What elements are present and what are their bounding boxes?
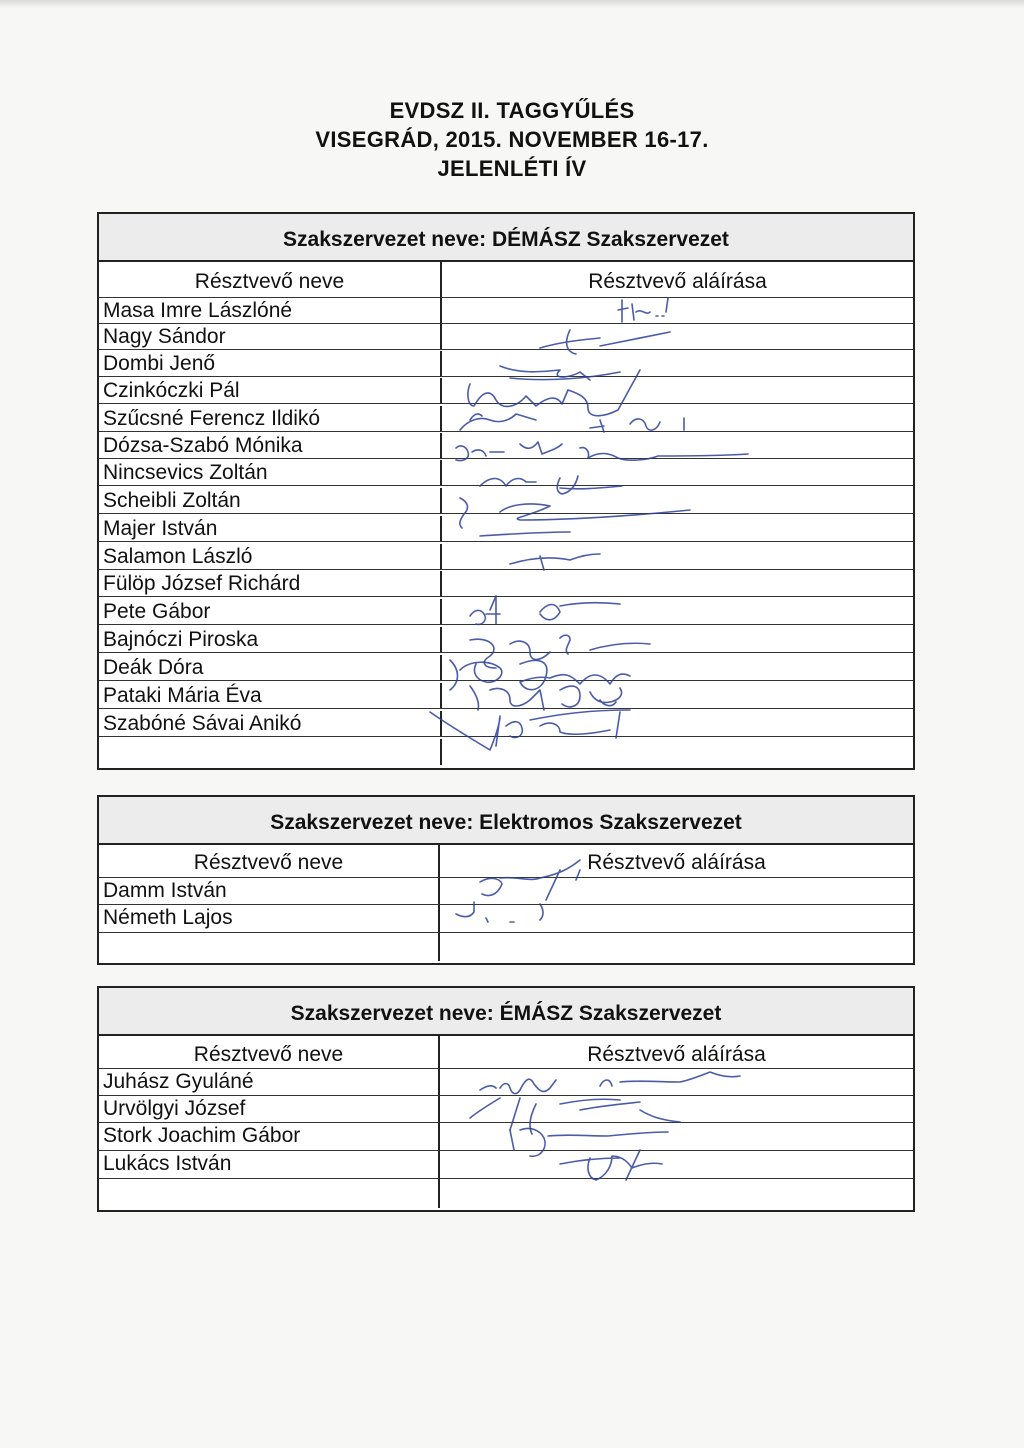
participant-name: Czinkóczki Pál — [99, 378, 442, 403]
table-row — [99, 1069, 913, 1096]
column-header-signature: Résztvevő aláírása — [588, 270, 767, 293]
column-header-row — [99, 262, 913, 298]
table-row — [99, 933, 913, 961]
section-elektromos — [97, 795, 915, 965]
signature-cell — [442, 298, 913, 323]
signature-cell — [442, 571, 913, 596]
participant-name: Damm István — [99, 878, 440, 904]
participant-name: Németh Lajos — [99, 905, 440, 932]
table-row — [99, 516, 913, 542]
participant-name: Nincsevics Zoltán — [99, 460, 442, 485]
table-row — [99, 571, 913, 597]
signature-cell — [442, 406, 913, 431]
table-row — [99, 683, 913, 709]
signature-cell — [440, 933, 913, 961]
table-row — [99, 406, 913, 432]
table-row — [99, 1179, 913, 1208]
participant-name — [99, 1179, 440, 1208]
participant-name: Deák Dóra — [99, 655, 442, 680]
signature-cell — [442, 544, 913, 569]
signature-cell — [440, 905, 913, 932]
signature-cell — [442, 516, 913, 541]
participant-name: Nagy Sándor — [99, 324, 442, 349]
column-header-name: Résztvevő neve — [99, 1036, 440, 1068]
participant-name: Pete Gábor — [99, 599, 442, 624]
table-row — [99, 378, 913, 404]
column-header-row — [99, 1036, 913, 1069]
table-row — [99, 1151, 913, 1179]
section-title: Szakszervezet neve: ÉMÁSZ Szakszervezet — [99, 988, 913, 1036]
signature-cell — [442, 683, 913, 708]
participant-name: Dózsa-Szabó Mónika — [99, 433, 442, 458]
participant-name: Stork Joachim Gábor — [99, 1123, 440, 1150]
participant-name: Urvölgyi József — [99, 1096, 440, 1122]
table-row — [99, 878, 913, 905]
section-title: Szakszervezet neve: Elektromos Szakszervezet — [99, 797, 913, 845]
document-subtitle: VISEGRÁD, 2015. NOVEMBER 16-17. — [315, 127, 709, 152]
signature-cell — [442, 599, 913, 624]
signature-cell — [442, 433, 913, 458]
table-row — [99, 488, 913, 514]
participant-name — [99, 739, 442, 765]
column-header-row — [99, 845, 913, 878]
table-row — [99, 460, 913, 486]
table-row — [99, 655, 913, 681]
signature-cell — [440, 1069, 913, 1095]
table-row — [99, 627, 913, 653]
table-row — [99, 298, 913, 324]
document-heading: JELENLÉTI ÍV — [437, 156, 587, 181]
participant-name: Szabóné Sávai Anikó — [99, 711, 442, 736]
signature-cell — [442, 460, 913, 485]
participant-name: Fülöp József Richárd — [99, 571, 442, 596]
table-row — [99, 324, 913, 350]
column-header-name: Résztvevő neve — [99, 845, 440, 877]
participant-name: Bajnóczi Piroska — [99, 627, 442, 652]
signature-cell — [442, 739, 913, 765]
scan-edge — [0, 0, 1024, 8]
section-title: Szakszervezet neve: DÉMÁSZ Szakszervezet — [99, 214, 913, 262]
participant-name: Salamon László — [99, 544, 442, 569]
signature-cell — [440, 1179, 913, 1208]
participant-name — [99, 933, 440, 961]
participant-name: Scheibli Zoltán — [99, 488, 442, 513]
signature-cell — [440, 1096, 913, 1122]
participant-name: Masa Imre Lászlóné — [99, 298, 442, 323]
signature-cell — [442, 627, 913, 652]
participant-name: Dombi Jenő — [99, 351, 442, 376]
signature-cell — [442, 351, 913, 376]
participant-name: Szűcsné Ferencz Ildikó — [99, 406, 442, 431]
signature-cell — [440, 1151, 913, 1178]
table-row — [99, 739, 913, 765]
document-title: EVDSZ II. TAGGYŰLÉS — [389, 98, 635, 123]
section-emasz — [97, 986, 915, 1212]
participant-name: Lukács István — [99, 1151, 440, 1178]
table-row — [99, 1096, 913, 1123]
participant-name: Juhász Gyuláné — [99, 1069, 440, 1095]
signature-cell — [440, 1123, 913, 1150]
document-header — [0, 96, 1024, 183]
table-row — [99, 351, 913, 377]
signature-cell — [442, 655, 913, 680]
participant-name: Majer István — [99, 516, 442, 541]
table-row — [99, 711, 913, 737]
section-demasz — [97, 212, 915, 770]
signature-cell — [442, 488, 913, 513]
column-header-signature: Résztvevő aláírása — [587, 851, 766, 874]
table-row — [99, 599, 913, 625]
table-row — [99, 905, 913, 933]
column-header-name: Résztvevő neve — [99, 262, 442, 297]
table-row — [99, 1123, 913, 1151]
signature-cell — [442, 711, 913, 736]
table-row — [99, 433, 913, 459]
table-row — [99, 544, 913, 570]
signature-cell — [442, 324, 913, 349]
participant-name: Pataki Mária Éva — [99, 683, 442, 708]
signature-cell — [440, 878, 913, 904]
column-header-signature: Résztvevő aláírása — [587, 1043, 766, 1066]
signature-cell — [442, 378, 913, 403]
